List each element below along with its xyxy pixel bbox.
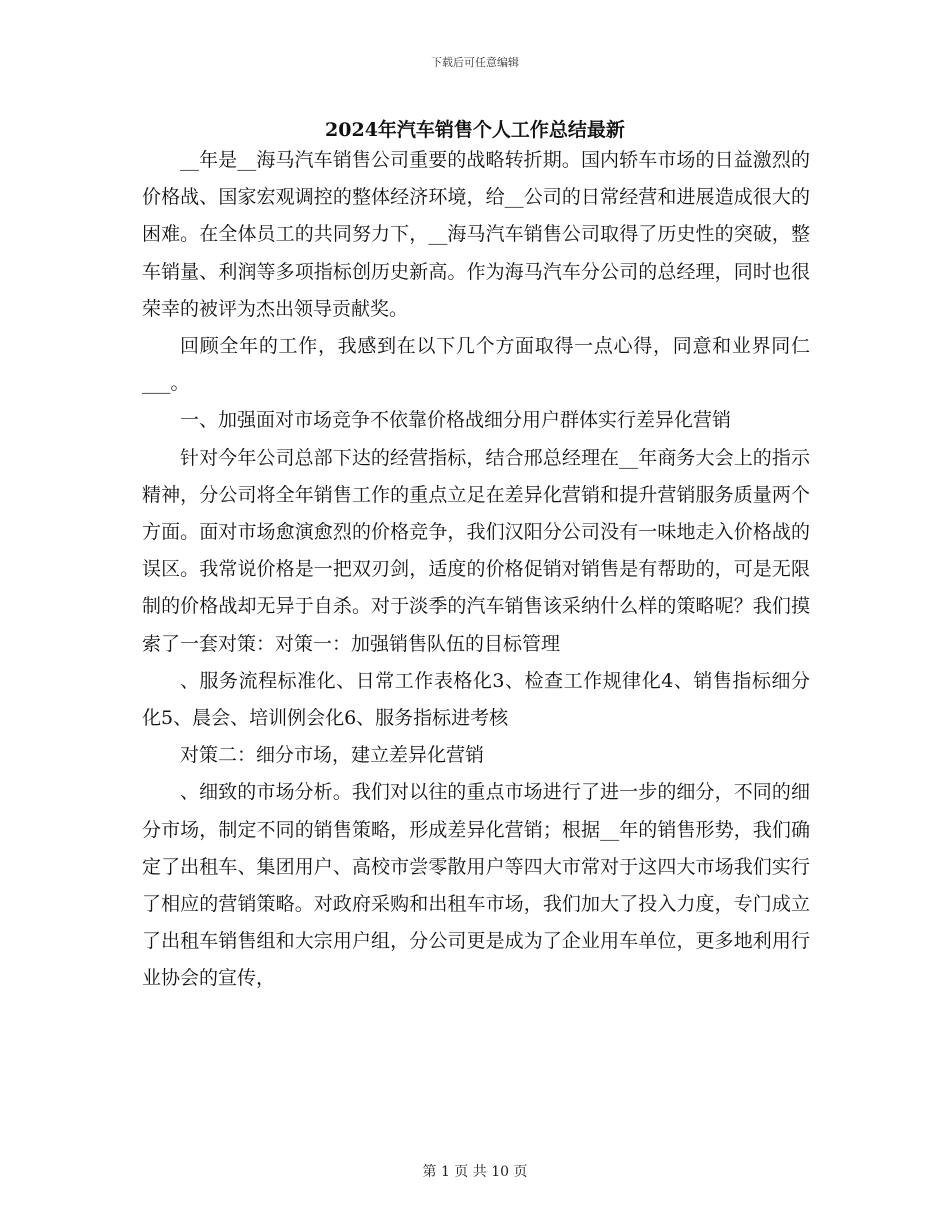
- document-title: 2024年汽车销售个人工作总结最新: [325, 119, 625, 141]
- section-heading-1: 一、加强面对市场竞争不依靠价格战细分用户群体实行差异化营销: [180, 409, 732, 432]
- paragraph-market-analysis: 、细致的市场分析。我们对以往的重点市场进行了进一步的细分，不同的细分市场，制定不同的销售策略，形成差异化营销；根据__年的销售形势，我们确定了出租车、集团用户、高校市尝零散用户等四大市常对于这四大市场我们实行了相应的营销策略。对政府采购和出租车市场，我们加大了投入力度，专门成立了出租车销售组和大宗用户组，分公司更是成为了企业用车单位，更多地利用行业协会的宣传，: [142, 781, 810, 990]
- page-header-note: 下载后可任意编辑: [431, 56, 519, 69]
- paragraph-strategy: 针对今年公司总部下达的经营指标，结合邢总经理在__年商务大会上的指示精神，分公司将全年销售工作的重点立足在差异化营销和提升营销服务质量两个方面。面对市场愈演愈烈的价格竞争，我们汉阳分公司没有一味地走入价格战的误区。我常说价格是一把双刃剑，适度的价格促销对销售是有帮助的，可是无限制的价格战却无异于自杀。对于淡季的汽车销售该采纳什么样的策略呢？我们摸索了一套对策：对策一：加强销售队伍的目标管理: [142, 446, 810, 655]
- paragraph-review: 回顾全年的工作，我感到在以下几个方面取得一点心得，同意和业界同仁___。: [142, 335, 810, 395]
- page-number: 第 1 页 共 10 页: [422, 1164, 528, 1180]
- document-body: [142, 142, 810, 998]
- paragraph-measure-two: 对策二：细分市场，建立差异化营销: [180, 744, 485, 767]
- paragraph-measures-list: 、服务流程标准化、日常工作表格化3、检查工作规律化4、销售指标细分化5、晨会、培训例会化6、服务指标进考核: [142, 669, 810, 730]
- paragraph-intro: __年是__海马汽车销售公司重要的战略转折期。国内轿车市场的日益激烈的价格战、国家宏观调控的整体经济环境，给__公司的日常经营和进展造成很大的困难。在全体员工的共同努力下，__海马汽车销售公司取得了历史性的突破，整车销量、利润等多项指标创历史新高。作为海马汽车分公司的总经理，同时也很荣幸的被评为杰出领导贡献奖。: [142, 149, 810, 320]
